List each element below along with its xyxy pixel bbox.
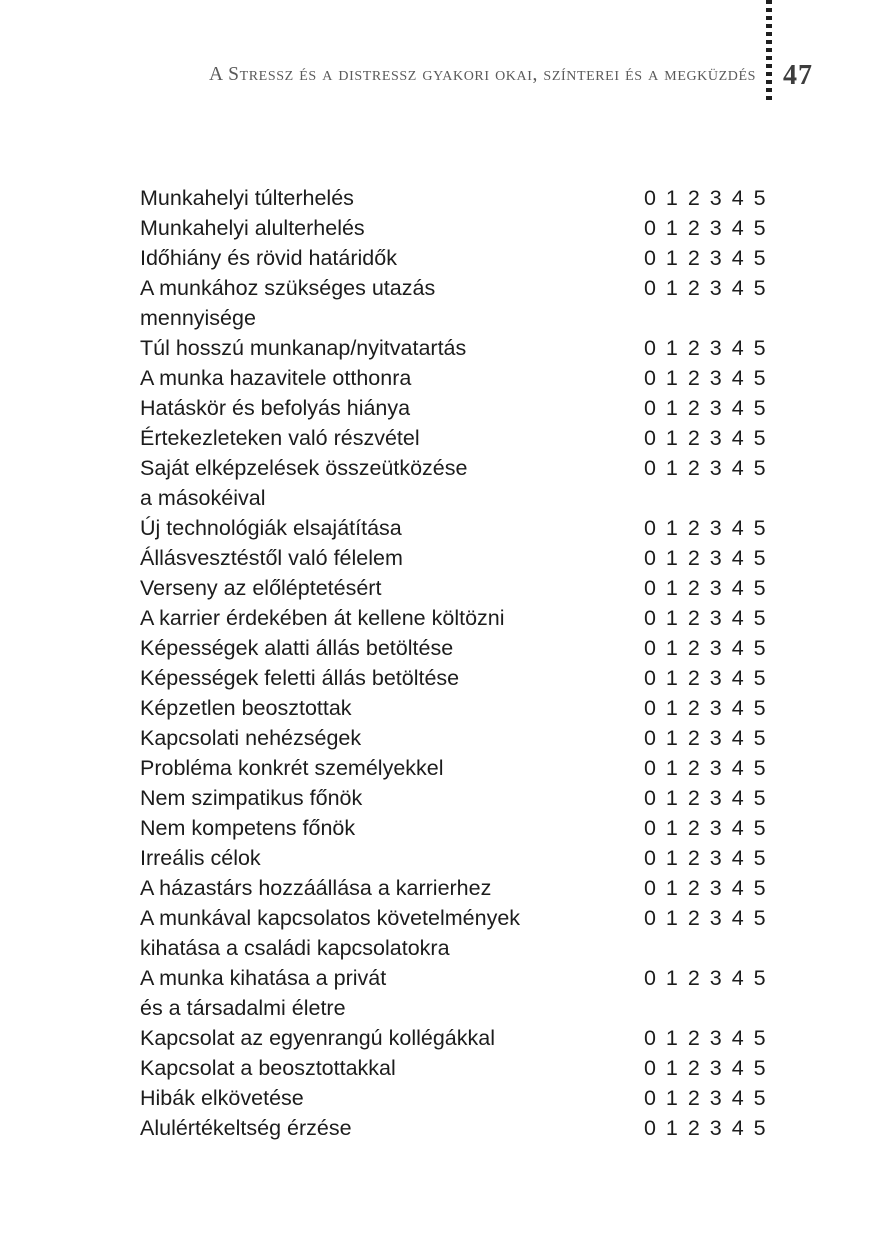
stress-item-row: [140, 963, 780, 993]
item-label: Képzetlen beosztottak: [140, 696, 352, 720]
rating-scale: 0 1 2 3 4 5: [644, 1026, 768, 1050]
stress-item-row: [140, 933, 780, 963]
item-label: és a társadalmi életre: [140, 996, 346, 1020]
rating-scale: 0 1 2 3 4 5: [644, 846, 768, 870]
stress-item-row: [140, 1113, 780, 1143]
rating-scale: 0 1 2 3 4 5: [644, 576, 768, 600]
item-label: Verseny az előléptetésért: [140, 576, 382, 600]
item-label: A munka kihatása a privát: [140, 966, 387, 990]
dotted-rule-icon: [766, 0, 772, 100]
rating-scale: 0 1 2 3 4 5: [644, 696, 768, 720]
stress-item-row: [140, 873, 780, 903]
stress-item-row: [140, 423, 780, 453]
stress-item-row: [140, 603, 780, 633]
rating-scale: 0 1 2 3 4 5: [644, 1056, 768, 1080]
item-label: A munka hazavitele otthonra: [140, 366, 412, 390]
rating-scale: 0 1 2 3 4 5: [644, 516, 768, 540]
item-label: Saját elképzelések összeütközése: [140, 456, 468, 480]
stress-item-row: [140, 183, 780, 213]
questionnaire-list: [140, 183, 780, 1143]
stress-item-row: [140, 573, 780, 603]
stress-item-row: [140, 843, 780, 873]
rating-scale: 0 1 2 3 4 5: [644, 666, 768, 690]
stress-item-row: [140, 693, 780, 723]
rating-scale: 0 1 2 3 4 5: [644, 546, 768, 570]
item-label: Irreális célok: [140, 846, 261, 870]
item-label: Hatáskör és befolyás hiánya: [140, 396, 411, 420]
stress-item-row: [140, 753, 780, 783]
stress-item-row: [140, 483, 780, 513]
stress-item-row: [140, 1023, 780, 1053]
item-label: Képességek alatti állás betöltése: [140, 636, 454, 660]
item-label: Probléma konkrét személyekkel: [140, 756, 444, 780]
item-label: Állásvesztéstől való félelem: [140, 546, 403, 570]
stress-item-row: [140, 993, 780, 1023]
rating-scale: 0 1 2 3 4 5: [644, 786, 768, 810]
item-label: Munkahelyi alulterhelés: [140, 216, 365, 240]
rating-scale: 0 1 2 3 4 5: [644, 966, 768, 990]
rating-scale: 0 1 2 3 4 5: [644, 726, 768, 750]
item-label: A karrier érdekében át kellene költözni: [140, 606, 505, 630]
item-label: mennyisége: [140, 306, 256, 330]
item-label: Időhiány és rövid határidők: [140, 246, 397, 270]
stress-item-row: [140, 633, 780, 663]
rating-scale: 0 1 2 3 4 5: [644, 216, 768, 240]
stress-item-row: [140, 1053, 780, 1083]
rating-scale: 0 1 2 3 4 5: [644, 816, 768, 840]
stress-item-row: [140, 213, 780, 243]
stress-item-row: [140, 243, 780, 273]
item-label: A munkához szükséges utazás: [140, 276, 436, 300]
stress-item-row: [140, 903, 780, 933]
running-head-title: A Stressz és a distressz gyakori okai, színterei és a megküzdés: [209, 64, 756, 85]
item-label: Munkahelyi túlterhelés: [140, 186, 354, 210]
rating-scale: 0 1 2 3 4 5: [644, 456, 768, 480]
stress-item-row: [140, 333, 780, 363]
rating-scale: 0 1 2 3 4 5: [644, 426, 768, 450]
stress-item-row: [140, 663, 780, 693]
rating-scale: 0 1 2 3 4 5: [644, 636, 768, 660]
item-label: Túl hosszú munkanap/nyitvatartás: [140, 336, 467, 360]
rating-scale: 0 1 2 3 4 5: [644, 1086, 768, 1110]
item-label: a másokéival: [140, 486, 266, 510]
page-number: 47: [783, 60, 813, 91]
item-label: A házastárs hozzáállása a karrierhez: [140, 876, 492, 900]
rating-scale: 0 1 2 3 4 5: [644, 876, 768, 900]
stress-item-row: [140, 1083, 780, 1113]
item-label: Kapcsolati nehézségek: [140, 726, 362, 750]
rating-scale: 0 1 2 3 4 5: [644, 906, 768, 930]
rating-scale: 0 1 2 3 4 5: [644, 186, 768, 210]
stress-item-row: [140, 303, 780, 333]
item-label: Képességek feletti állás betöltése: [140, 666, 460, 690]
stress-item-row: [140, 543, 780, 573]
stress-item-row: [140, 393, 780, 423]
stress-item-row: [140, 783, 780, 813]
item-label: Hibák elkövetése: [140, 1086, 304, 1110]
item-label: Új technológiák elsajátítása: [140, 516, 402, 540]
item-label: Alulértékeltség érzése: [140, 1116, 352, 1140]
item-label: kihatása a családi kapcsolatokra: [140, 936, 450, 960]
stress-item-row: [140, 813, 780, 843]
item-label: Kapcsolat a beosztottakkal: [140, 1056, 396, 1080]
stress-item-row: [140, 273, 780, 303]
rating-scale: 0 1 2 3 4 5: [644, 396, 768, 420]
item-label: A munkával kapcsolatos követelmények: [140, 906, 521, 930]
item-label: Nem szimpatikus főnök: [140, 786, 363, 810]
item-label: Kapcsolat az egyenrangú kollégákkal: [140, 1026, 495, 1050]
rating-scale: 0 1 2 3 4 5: [644, 1116, 768, 1140]
rating-scale: 0 1 2 3 4 5: [644, 336, 768, 360]
rating-scale: 0 1 2 3 4 5: [644, 276, 768, 300]
stress-item-row: [140, 513, 780, 543]
rating-scale: 0 1 2 3 4 5: [644, 606, 768, 630]
rating-scale: 0 1 2 3 4 5: [644, 246, 768, 270]
stress-item-row: [140, 453, 780, 483]
item-label: Értekezleteken való részvétel: [140, 426, 420, 450]
stress-item-row: [140, 723, 780, 753]
item-label: Nem kompetens főnök: [140, 816, 356, 840]
rating-scale: 0 1 2 3 4 5: [644, 756, 768, 780]
rating-scale: 0 1 2 3 4 5: [644, 366, 768, 390]
stress-item-row: [140, 363, 780, 393]
